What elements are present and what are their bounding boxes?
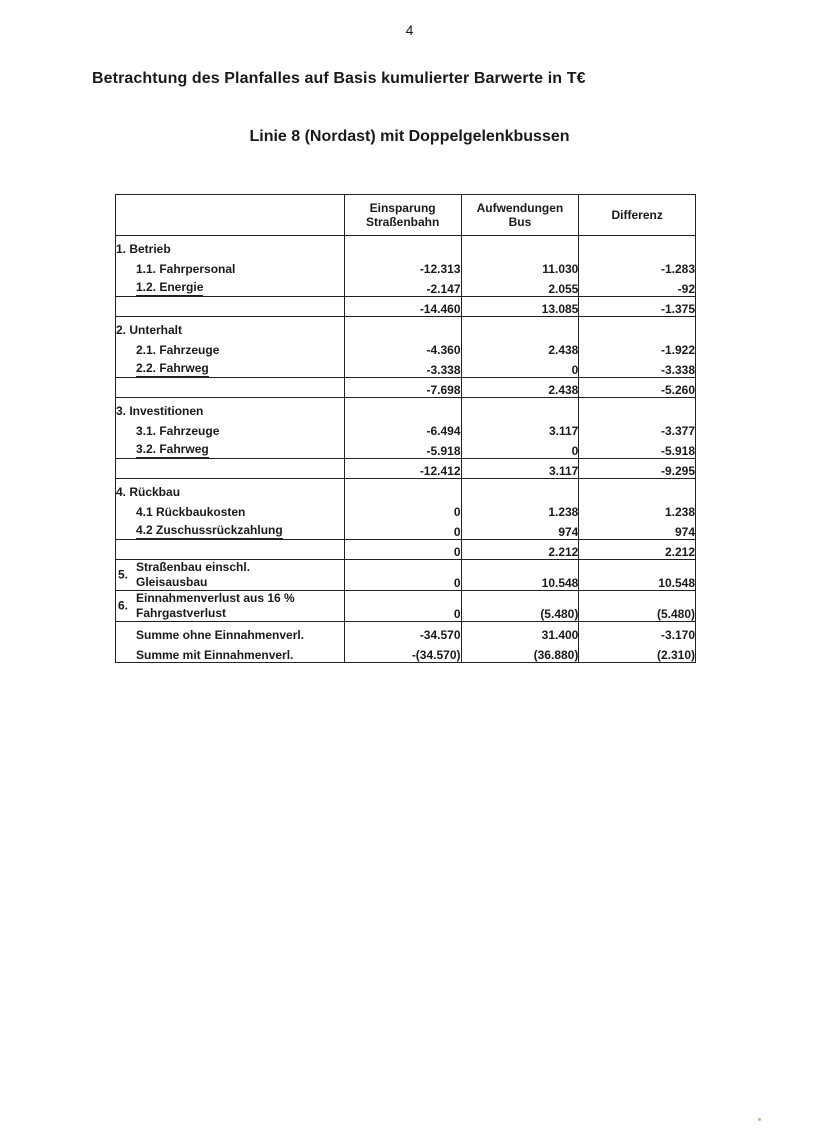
row-label: [116, 438, 345, 459]
sum-aufwendungen: (36.880): [461, 642, 579, 663]
table-row: [116, 560, 696, 591]
table-row: [116, 519, 696, 540]
header-aufwendungen: [461, 195, 579, 236]
row-label-line1: Straßenbau einschl.: [136, 560, 251, 574]
sum-differenz: (2.310): [579, 642, 696, 663]
cell-einsparung: 0: [344, 560, 461, 591]
header-einsparung-line2: Straßenbahn: [365, 215, 440, 229]
cell-differenz: 10.548: [579, 560, 696, 591]
row-index: 6.: [118, 598, 129, 613]
cell-aufwendungen: 1.238: [461, 499, 579, 519]
row-label-text: 3.2. Fahrweg: [136, 442, 209, 456]
cell-differenz: -3.338: [579, 357, 696, 378]
table-row: [116, 256, 696, 276]
subtotal-aufwendungen: 13.085: [461, 297, 579, 317]
section-einnahmenverlust: [116, 591, 696, 622]
cell-differenz: 974: [579, 519, 696, 540]
subtotal-row: [116, 540, 696, 560]
cell-einsparung: 0: [344, 499, 461, 519]
subtotal-einsparung: -12.412: [344, 459, 461, 479]
header-aufwendungen-line1: Aufwendungen: [476, 201, 564, 215]
cell-aufwendungen: 2.055: [461, 276, 579, 297]
cell-aufwendungen: 3.117: [461, 418, 579, 438]
cell-aufwendungen: 11.030: [461, 256, 579, 276]
sum-differenz: -3.170: [579, 622, 696, 643]
row-label-line1: Einnahmenverlust aus 16 %: [136, 591, 295, 605]
row-label: [116, 276, 345, 297]
cell-einsparung: 0: [344, 519, 461, 540]
table-row: [116, 337, 696, 357]
row-label-text: 2.2. Fahrweg: [136, 361, 209, 375]
row-label: [116, 519, 345, 540]
row-label: 3.1. Fahrzeuge: [136, 424, 220, 438]
cell-differenz: -3.377: [579, 418, 696, 438]
cell-differenz: -92: [579, 276, 696, 297]
header-aufwendungen-line2: Bus: [508, 215, 532, 229]
table-header-row: [116, 195, 696, 236]
row-label-line2: Fahrgastverlust: [136, 606, 227, 620]
subtotal-differenz: -9.295: [579, 459, 696, 479]
subtotal-differenz: -1.375: [579, 297, 696, 317]
page-title: Betrachtung des Planfalles auf Basis kumulierter Barwerte in T€: [92, 70, 586, 87]
row-label: 2.1. Fahrzeuge: [136, 343, 220, 357]
subtotal-row: [116, 459, 696, 479]
cell-einsparung: -12.313: [344, 256, 461, 276]
row-label-text: 4.2 Zuschussrückzahlung: [136, 523, 283, 537]
sum-einsparung: -34.570: [344, 622, 461, 643]
cell-einsparung: -3.338: [344, 357, 461, 378]
row-label: [116, 357, 345, 378]
cell-einsparung: -2.147: [344, 276, 461, 297]
cell-einsparung: -5.918: [344, 438, 461, 459]
header-differenz: Differenz: [579, 195, 696, 236]
table-row: [116, 591, 696, 622]
row-index: 5.: [118, 567, 129, 582]
cell-aufwendungen: 10.548: [461, 560, 579, 591]
page-subtitle: Linie 8 (Nordast) mit Doppelgelenkbussen: [249, 128, 570, 145]
sum-aufwendungen: 31.400: [461, 622, 579, 643]
section-rueckbau: [116, 479, 696, 560]
sum-label: Summe ohne Einnahmenverl.: [136, 628, 305, 642]
cell-aufwendungen: 0: [461, 438, 579, 459]
subtotal-differenz: -5.260: [579, 378, 696, 398]
cell-einsparung: 0: [344, 591, 461, 622]
row-label: 4.1 Rückbaukosten: [136, 505, 246, 519]
section-betrieb: [116, 236, 696, 317]
section-title-row: [116, 236, 696, 257]
row-label: 1.1. Fahrpersonal: [136, 262, 236, 276]
table-row: [116, 357, 696, 378]
section-title: 1. Betrieb: [116, 242, 171, 256]
subtotal-einsparung: -7.698: [344, 378, 461, 398]
sum-einsparung: -(34.570): [344, 642, 461, 663]
cell-einsparung: -4.360: [344, 337, 461, 357]
section-unterhalt: [116, 317, 696, 398]
header-blank-cell: [116, 195, 345, 236]
cell-einsparung: -6.494: [344, 418, 461, 438]
table-row: [116, 418, 696, 438]
section-title-row: [116, 398, 696, 419]
cell-differenz: (5.480): [579, 591, 696, 622]
table-row: [116, 276, 696, 297]
row-label-text: 1.2. Energie: [136, 280, 204, 294]
subtotal-einsparung: 0: [344, 540, 461, 560]
page-number: 4: [405, 22, 414, 38]
subtotal-row: [116, 297, 696, 317]
scan-speck: [758, 1118, 761, 1121]
subtotal-row: [116, 378, 696, 398]
subtotal-einsparung: -14.460: [344, 297, 461, 317]
section-title-row: [116, 317, 696, 338]
subtotal-aufwendungen: 2.212: [461, 540, 579, 560]
section-title-row: [116, 479, 696, 500]
barwert-table: [115, 194, 696, 663]
subtotal-differenz: 2.212: [579, 540, 696, 560]
cell-aufwendungen: 974: [461, 519, 579, 540]
table-row: [116, 499, 696, 519]
cell-differenz: -1.922: [579, 337, 696, 357]
section-investitionen: [116, 398, 696, 479]
cell-aufwendungen: (5.480): [461, 591, 579, 622]
cell-differenz: 1.238: [579, 499, 696, 519]
row-label-line2: Gleisausbau: [136, 575, 208, 589]
header-einsparung-line1: Einsparung: [369, 201, 436, 215]
subtotal-aufwendungen: 2.438: [461, 378, 579, 398]
row-label: [116, 560, 345, 591]
subtotal-aufwendungen: 3.117: [461, 459, 579, 479]
table-row: [116, 438, 696, 459]
section-title: 2. Unterhalt: [116, 323, 183, 337]
cell-aufwendungen: 2.438: [461, 337, 579, 357]
sum-row: [116, 642, 696, 663]
cell-differenz: -5.918: [579, 438, 696, 459]
section-summen: [116, 622, 696, 663]
header-einsparung: [344, 195, 461, 236]
sum-row: [116, 622, 696, 643]
section-strassenbau: [116, 560, 696, 591]
section-title: 3. Investitionen: [116, 404, 204, 418]
row-label: [116, 591, 345, 622]
cell-differenz: -1.283: [579, 256, 696, 276]
sum-label: Summe mit Einnahmenverl.: [136, 648, 294, 662]
section-title: 4. Rückbau: [116, 485, 181, 499]
cell-aufwendungen: 0: [461, 357, 579, 378]
